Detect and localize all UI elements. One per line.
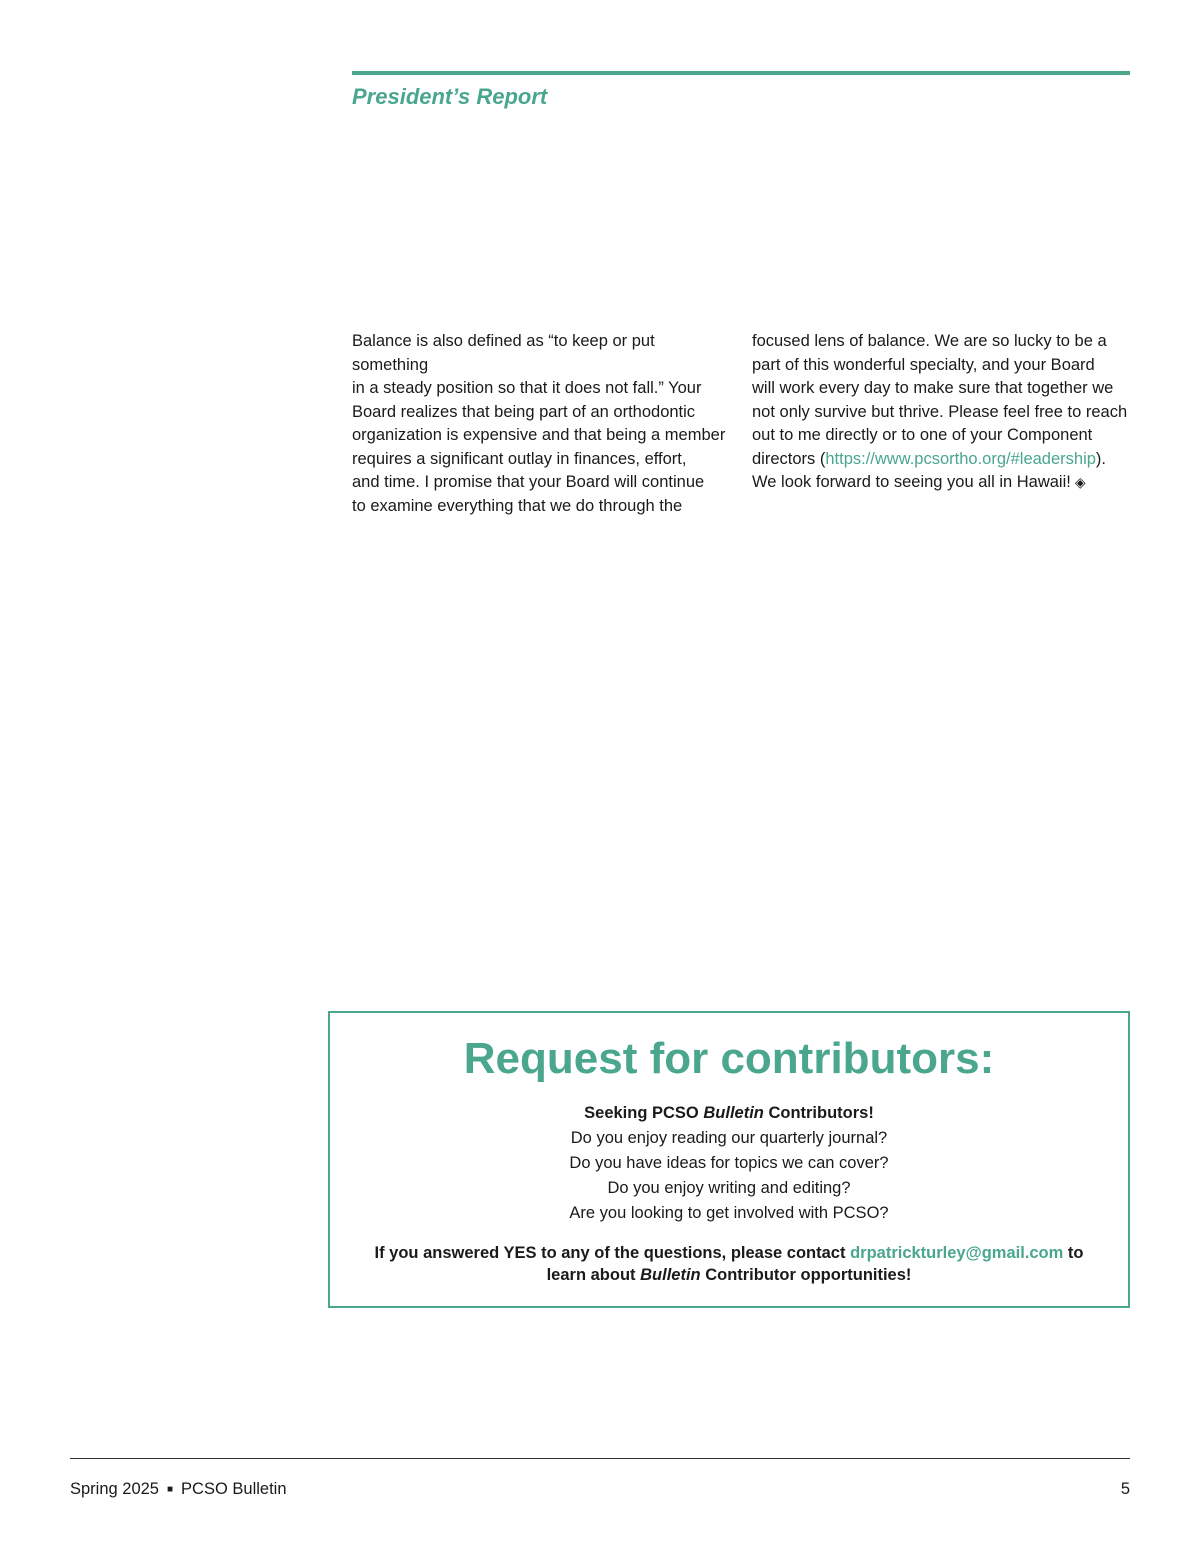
subtitle-suffix: Contributors! — [763, 1104, 874, 1122]
cta-prefix: If you answered YES to any of the questions, please contact — [374, 1244, 851, 1262]
article-closing-line — [752, 471, 1130, 495]
article-line: part of this wonderful specialty, and your Board — [752, 355, 1095, 374]
leadership-link[interactable]: https://www.pcsortho.org/#leadership — [825, 449, 1096, 468]
question-line: Do you enjoy writing and editing? — [607, 1179, 851, 1197]
section-title: President’s Report — [352, 84, 548, 109]
article-line: Board realizes that being part of an orthodontic — [352, 402, 696, 421]
cta-middle: to learn about — [546, 1244, 1084, 1284]
link-prefix: directors ( — [752, 449, 826, 468]
contributors-title: Request for contributors: — [463, 1034, 995, 1083]
article-line: to examine everything that we do through the — [352, 496, 683, 515]
contributors-questions — [330, 1101, 1128, 1226]
footer-issue-info — [70, 1480, 287, 1499]
end-mark-icon: ◈ — [1074, 474, 1086, 490]
article-line: organization is expensive and that being a member — [352, 426, 726, 444]
article-line: and time. I promise that your Board will continue — [352, 473, 705, 491]
article-column-right — [752, 330, 1130, 495]
footer-publication: PCSO Bulletin — [181, 1480, 287, 1498]
footer-separator-icon: ■ — [167, 1484, 174, 1496]
contributors-box — [328, 1011, 1130, 1308]
subtitle-prefix: Seeking PCSO — [584, 1104, 704, 1122]
article-line: out to me directly or to one of your Component — [752, 426, 1093, 444]
article-column-left — [352, 330, 730, 518]
question-line: Do you enjoy reading our quarterly journal? — [570, 1129, 888, 1147]
link-suffix: ). — [1095, 449, 1107, 468]
article-line-with-link — [752, 448, 1130, 472]
contributors-subtitle — [330, 1101, 1128, 1126]
subtitle-italic: Bulletin — [703, 1104, 764, 1122]
article-line: focused lens of balance. We are so lucky to be a — [752, 332, 1107, 350]
footer-rule — [70, 1458, 1130, 1459]
article-line: will work every day to make sure that together we — [752, 379, 1114, 397]
contact-email-link[interactable]: drpatrickturley@gmail.com — [850, 1244, 1064, 1262]
question-line: Are you looking to get involved with PCSO? — [569, 1204, 889, 1222]
cta-italic: Bulletin — [640, 1266, 701, 1284]
article-line: requires a significant outlay in finances, effort, — [352, 449, 687, 468]
header-rule — [352, 71, 1130, 75]
article-line: not only survive but thrive. Please feel free to reach — [752, 402, 1128, 421]
article-line: in a steady position so that it does not fall.” Your — [352, 379, 702, 397]
page-number: 5 — [1120, 1480, 1130, 1498]
question-line: Do you have ideas for topics we can cover? — [569, 1154, 889, 1172]
contributors-cta — [360, 1242, 1098, 1286]
article-line: Balance is also defined as “to keep or put something — [352, 332, 655, 374]
footer-issue: Spring 2025 — [70, 1480, 159, 1498]
cta-suffix: Contributor opportunities! — [700, 1266, 912, 1284]
closing-text: We look forward to seeing you all in Hawaii! — [752, 473, 1071, 491]
